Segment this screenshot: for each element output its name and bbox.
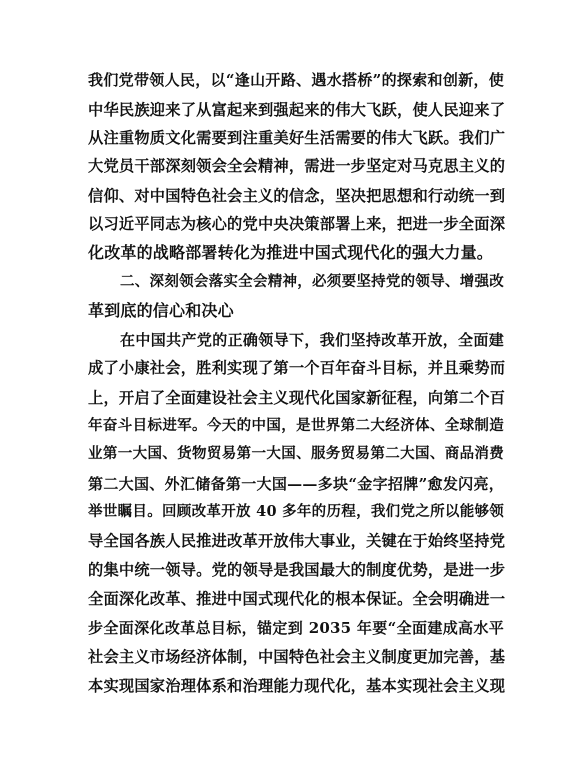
paragraph-3-line-2: 成了小康社会，胜利实现了第一个百年奋斗目标，并且乘势而 — [88, 359, 506, 377]
paragraph-1-line-3: 从注重物质文化需要到注重美好生活需要的伟大飞跃。我们广 — [88, 129, 506, 147]
paragraph-1-line-2: 中华民族迎来了从富起来到强起来的伟大飞跃，使人民迎来了 — [88, 101, 506, 119]
paragraph-3-line-3: 上，开启了全面建设社会主义现代化国家新征程，向第二个百 — [88, 389, 506, 407]
paragraph-1-line-5: 信仰、对中国特色社会主义的信念，坚决把思想和行动统一到 — [88, 187, 506, 205]
paragraph-3-line-13: 本实现国家治理体系和治理能力现代化，基本实现社会主义现 — [88, 677, 506, 695]
paragraph-3-line-8: 导全国各族人民推进改革开放伟大事业，关键在于始终坚持党 — [88, 532, 506, 550]
paragraph-1-line-1: 我们党带领人民，以“逢山开路、遇水搭桥”的探索和创新，使 — [88, 71, 504, 89]
paragraph-3-line-9: 的集中统一领导。党的领导是我国最大的制度优势，是进一步 — [88, 561, 506, 579]
paragraph-3-line-10: 全面深化改革、推进中国式现代化的根本保证。全会明确进一 — [88, 590, 506, 608]
paragraph-1-line-6: 以习近平同志为核心的党中央决策部署上来，把进一步全面深 — [88, 215, 506, 233]
paragraph-1-line-7: 化改革的战略部署转化为推进中国式现代化的强大力量。 — [88, 243, 494, 262]
section-heading-line-1: 二、深刻领会落实全会精神，必须要坚持党的领导、增强改 — [120, 273, 504, 290]
section-heading-line-2: 革到底的信心和决心 — [88, 301, 234, 320]
paragraph-3-line-5: 业第一大国、货物贸易第一大国、服务贸易第二大国、商品消费 — [88, 445, 504, 462]
paragraph-3-line-12: 社会主义市场经济体制，中国特色社会主义制度更加完善，基 — [88, 648, 506, 666]
paragraph-3-line-4: 年奋斗目标进军。今天的中国，是世界第二大经济体、全球制造 — [88, 417, 504, 434]
paragraph-3-line-11: 步全面深化改革总目标，锚定到 2035 年要“全面建成高水平 — [88, 619, 504, 637]
paragraph-1-line-4: 大党员干部深刻领会全会精神，需进一步坚定对马克思主义的 — [88, 157, 506, 175]
paragraph-3-line-1: 在中国共产党的正确领导下，我们坚持改革开放，全面建 — [120, 331, 504, 349]
paragraph-3-line-7: 举世瞩目。回顾改革开放 40 多年的历程，我们党之所以能够领 — [88, 503, 504, 520]
paragraph-3-line-6: 第二大国、外汇储备第一大国——多块“金字招牌”愈发闪亮， — [88, 475, 504, 493]
